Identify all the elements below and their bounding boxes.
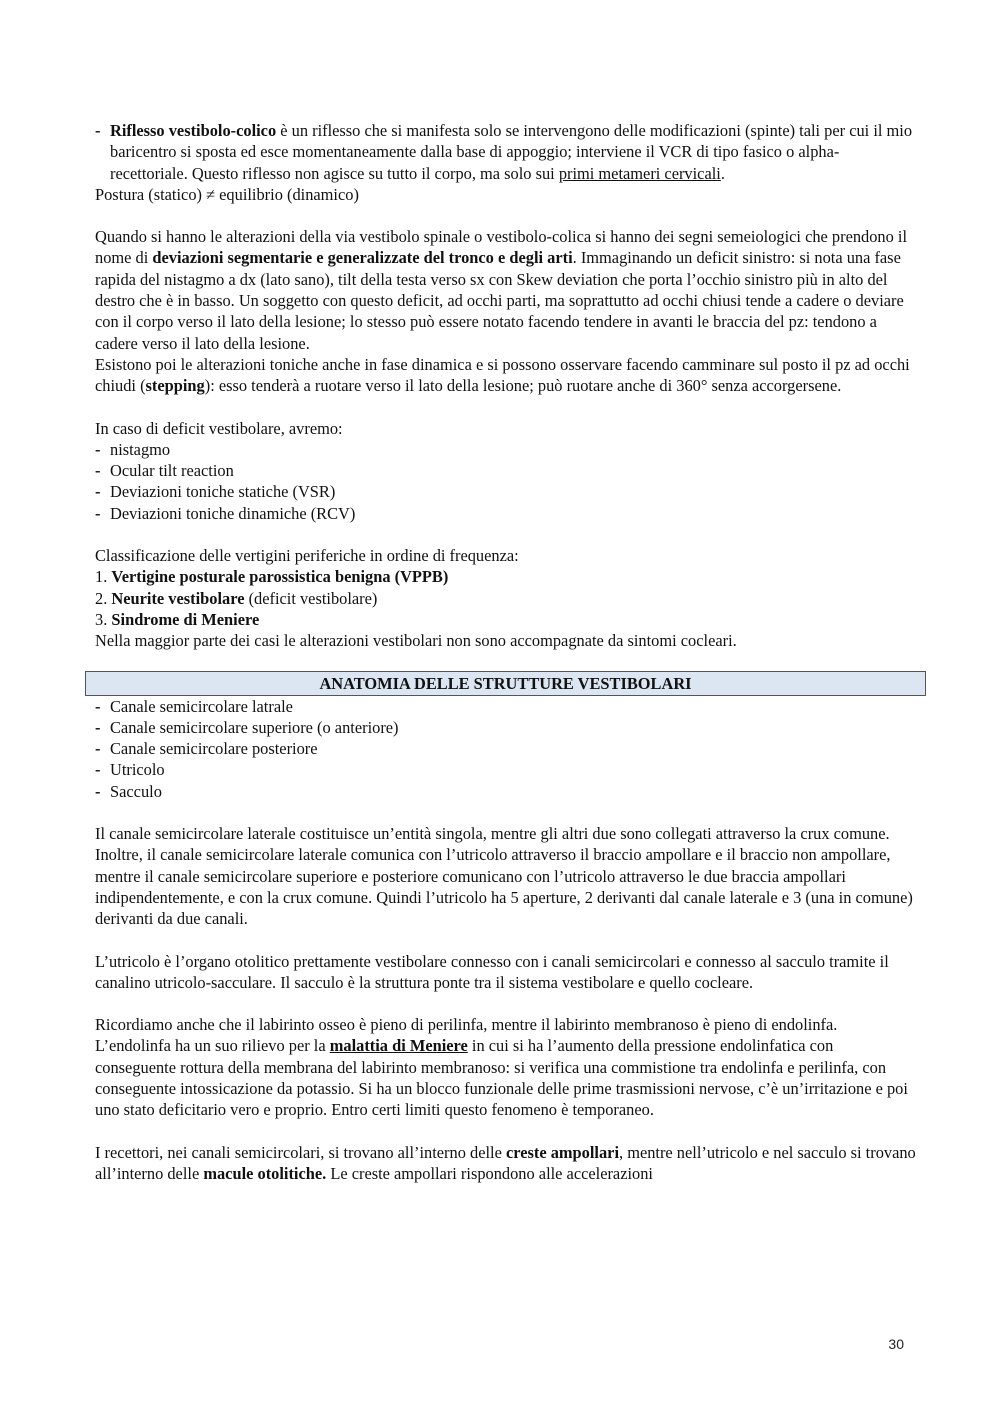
bullet-dash: - <box>95 439 101 459</box>
list-item <box>95 717 916 738</box>
bullet-dash: - <box>95 482 101 502</box>
list-item <box>95 781 916 802</box>
underlined-text: primi metameri cervicali <box>558 163 721 183</box>
document-page <box>95 120 916 1184</box>
list-item-text: Canale semicircolare posteriore <box>110 739 318 759</box>
text-span: è un riflesso che si manifesta solo se intervengono delle modificazioni (spinte) tali per cui il mio baricentro si sposta ed esce momentaneamente dalla base di appoggio; interviene il VCR di tipo fasico o alpha-recettoriale. Questo riflesso non agisce su tutto il corpo, ma solo sui <box>110 121 913 183</box>
page-number: 30 <box>888 1336 904 1352</box>
paragraph-stepping <box>95 354 916 397</box>
list-item <box>95 460 916 481</box>
list-item-text: Deviazioni toniche dinamiche (RCV) <box>110 503 356 523</box>
bold-term: deviazioni segmentarie e generalizzate del tronco e degli arti <box>152 248 573 268</box>
list-item <box>95 503 916 524</box>
list-item-text: Ocular tilt reaction <box>110 461 234 481</box>
text-span: Quando si hanno le alterazioni della via vestibolo spinale o vestibolo-colica si hanno dei segni semeiologici che prendono il nome di <box>95 227 908 268</box>
bold-term: Riflesso vestibolo-colico <box>110 121 277 140</box>
classificazione-note: Nella maggior parte dei casi le alterazioni vestibolari non sono accompagnate da sintomi cocleari. <box>95 631 737 651</box>
bullet-dash: - <box>95 121 101 140</box>
paragraph-labirinto <box>95 1014 916 1120</box>
list-item-text: Canale semicircolare latrale <box>110 696 293 716</box>
bold-term: creste ampollari <box>505 1142 619 1162</box>
anatomia-list <box>95 696 916 802</box>
bullet-dash: - <box>95 696 101 716</box>
text-span: , mentre nell’utricolo e nel sacculo si trovano all’interno delle <box>95 1142 916 1183</box>
list-item <box>95 738 916 759</box>
paragraph-utricolo: L’utricolo è l’organo otolitico prettamente vestibolare connesso con i canali semicircolari e connesso al sacculo tramite il canalino utricolo-sacculare. Il sacculo è la struttura ponte tra il sistema vestibolare e quello cocleare. <box>95 951 889 992</box>
text-span: . Immaginando un deficit sinistro: si nota una fase rapida del nistagmo a dx (lato sano), tilt della testa verso sx con Skew deviation che porta l’occhio sinistro più in alto del destro che è in basso. Un soggetto con questo deficit, ad occhi parti, ma soprattutto ad occhi chiusi tende a cadere o deviare con il corpo verso il lato della lesione; lo stesso può essere notato facendo tendere in avanti le braccia del pz: tendono a cadere verso il lato della lesione. <box>95 248 904 353</box>
numbered-item <box>95 588 916 609</box>
bold-term: Sindrome di Meniere <box>111 609 260 629</box>
numbered-item <box>95 566 916 587</box>
text-span: I recettori, nei canali semicircolari, si trovano all’interno delle <box>95 1142 506 1162</box>
list-item-text: nistagmo <box>110 439 171 459</box>
bullet-dash: - <box>95 717 101 737</box>
text-span: (deficit vestibolare) <box>244 588 378 608</box>
list-item <box>95 120 916 184</box>
list-item-text: Canale semicircolare superiore (o anteriore) <box>110 717 399 737</box>
bullet-dash: - <box>95 461 101 481</box>
list-item <box>95 696 916 717</box>
bold-underlined-term: malattia di Meniere <box>329 1036 468 1056</box>
paragraph-deviazioni <box>95 226 916 354</box>
text-span: in cui si ha l’aumento della pressione endolinfatica con conseguente rottura della membrana del labirinto membranoso: si verifica una commistione tra endolinfa e perilinfa, con conseguente intossicazione da potassio. Si ha un blocco funzionale delle prime trasmissioni nervose, c’è un’irritazione e poi uno stato deficitario vero e proprio. Entro certi limiti questo fenomeno è temporaneo. <box>95 1036 908 1120</box>
text-span: Le creste ampollari rispondono alle accelerazioni <box>326 1163 653 1183</box>
bold-term: Vertigine posturale parossistica benigna (VPPB) <box>111 567 449 587</box>
list-item-text: Sacculo <box>110 781 162 801</box>
paragraph-riflesso <box>110 120 916 184</box>
bullet-dash: - <box>95 781 101 801</box>
item-number: 3. <box>95 609 108 629</box>
deficit-list <box>95 439 916 524</box>
bullet-dash: - <box>95 739 101 759</box>
bold-term: macule otolitiche. <box>203 1163 327 1183</box>
bold-term: stepping <box>145 376 205 396</box>
list-item <box>95 759 916 780</box>
section-heading: ANATOMIA DELLE STRUTTURE VESTIBOLARI <box>85 671 926 696</box>
numbered-item <box>95 609 916 630</box>
bullet-dash: - <box>95 503 101 523</box>
list-item <box>95 439 916 460</box>
deficit-intro: In caso di deficit vestibolare, avremo: <box>95 418 343 438</box>
text-span: Ricordiamo anche che il labirinto osseo è pieno di perilinfa, mentre il labirinto membranoso è pieno di endolinfa. L’endolinfa ha un suo rilievo per la <box>95 1015 838 1056</box>
paragraph-canale: Il canale semicircolare laterale costituisce un’entità singola, mentre gli altri due sono collegati attraverso la crux comune. Inoltre, il canale semicircolare laterale comunica con l’utricolo attraverso il braccio ampollare e il braccio non ampollare, mentre il canale semicircolare superiore e posteriore comunicano con l’utricolo attraverso le due braccia ampollari indipendentemente, e con la crux comune. Quindi l’utricolo ha 5 aperture, 2 derivanti dal canale laterale e 3 (una in comune) derivanti da due canali. <box>95 824 913 929</box>
item-number: 1. <box>95 567 108 587</box>
item-number: 2. <box>95 588 108 608</box>
text-span: . <box>720 163 725 183</box>
postura-line: Postura (statico) ≠ equilibrio (dinamico) <box>95 184 359 204</box>
bullet-dash: - <box>95 760 101 780</box>
list-item-text: Utricolo <box>110 760 165 780</box>
text-span: Esistono poi le alterazioni toniche anche in fase dinamica e si possono osservare facendo camminare sul posto il pz ad occhi chiudi ( <box>95 354 910 396</box>
bold-term: Neurite vestibolare <box>111 588 245 608</box>
list-item-text: Deviazioni toniche statiche (VSR) <box>110 482 336 502</box>
classificazione-intro: Classificazione delle vertigini periferiche in ordine di frequenza: <box>95 546 519 566</box>
text-span: ): esso tenderà a ruotare verso il lato della lesione; può ruotare anche di 360° senza accorgersene. <box>204 376 842 396</box>
paragraph-recettori <box>95 1142 916 1185</box>
list-item <box>95 481 916 502</box>
